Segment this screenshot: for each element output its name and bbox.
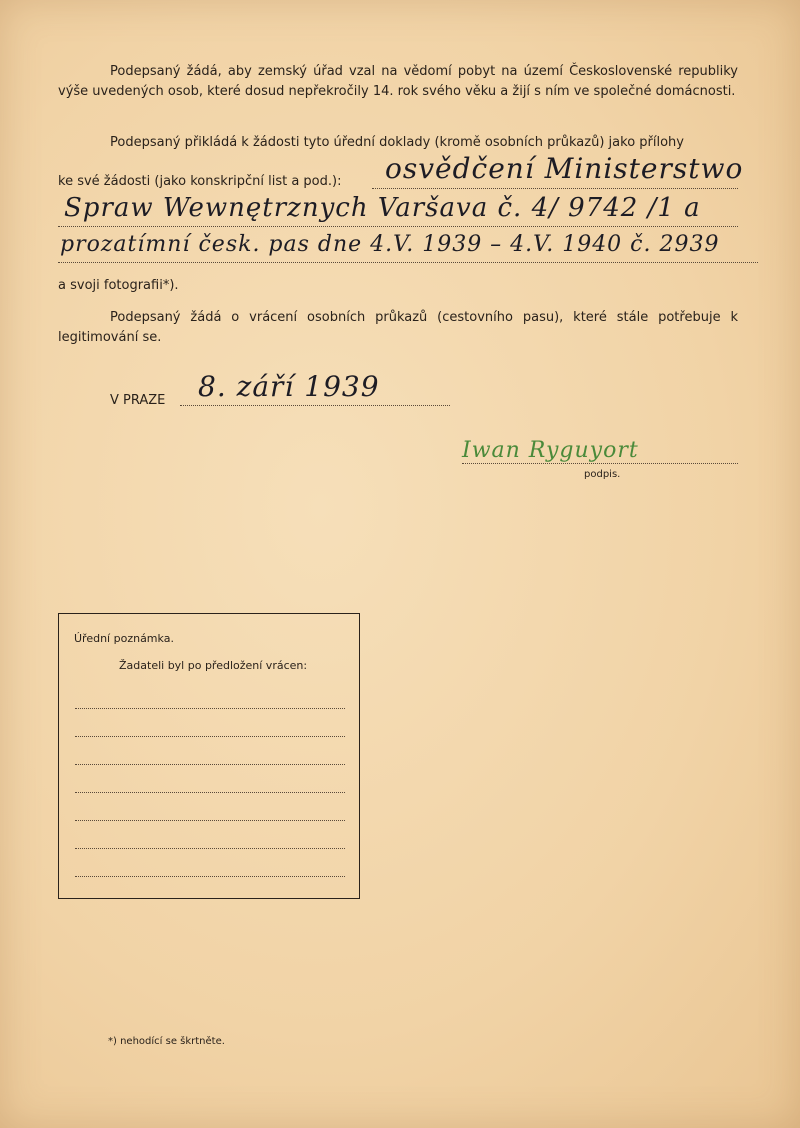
attachments-dotted-line-3: [58, 262, 758, 263]
handwritten-date: 8. září 1939: [198, 370, 380, 403]
official-note-title: Úřední poznámka.: [74, 632, 174, 645]
paragraph-attachments-text: Podepsaný přikládá k žádosti tyto úřední doklady (kromě osobních průkazů) jako přílohy: [110, 135, 684, 150]
attachments-dotted-line-1: [372, 188, 738, 189]
paragraph-residence-text: Podepsaný žádá, aby zemský úřad vzal na vědomí pobyt na území Československé republiky výše uvedených osob, které dosud nepřekročily 14. rok svého věku a žijí s ním ve společné domácnosti.: [58, 64, 738, 99]
official-note-line-2: [75, 736, 345, 737]
paragraph-return-documents: [58, 308, 738, 348]
attachments-lead-label: ke své žádosti (jako konskripční list a pod.):: [58, 174, 342, 189]
attachments-dotted-line-2: [58, 226, 738, 227]
official-note-line-1: [75, 708, 345, 709]
official-note-line-5: [75, 820, 345, 821]
handwritten-signature: Iwan Ryguyort: [462, 438, 639, 463]
official-note-line-4: [75, 792, 345, 793]
place-label: V PRAZE: [110, 393, 166, 408]
official-note-subtitle: Žadateli byl po předložení vrácen:: [119, 659, 308, 672]
signature-label: podpis.: [584, 469, 621, 480]
signature-dotted-line: [462, 463, 738, 464]
paragraph-attachments: [58, 133, 738, 153]
official-note-box: [58, 613, 360, 899]
official-note-line-7: [75, 876, 345, 877]
paragraph-residence-notice: [58, 62, 738, 102]
paragraph-return-documents-text: Podepsaný žádá o vrácení osobních průkazů (cestovního pasu), které stále potřebuje k legitimování se.: [58, 310, 738, 345]
official-note-line-6: [75, 848, 345, 849]
date-dotted-line: [180, 405, 450, 406]
official-note-line-3: [75, 764, 345, 765]
handwritten-attachment-line-3: prozatímní česk. pas dne 4.V. 1939 – 4.V. 1940 č. 2939: [60, 232, 720, 257]
photo-attachment-label: a svoji fotografii*).: [58, 278, 179, 293]
handwritten-attachment-line-2: Spraw Wewnętrznych Varšava č. 4/ 9742 /1 a: [64, 193, 701, 223]
footnote: *) nehodící se škrtněte.: [108, 1036, 225, 1047]
handwritten-attachment-line-1: osvědčení Ministerstwo: [385, 152, 744, 185]
